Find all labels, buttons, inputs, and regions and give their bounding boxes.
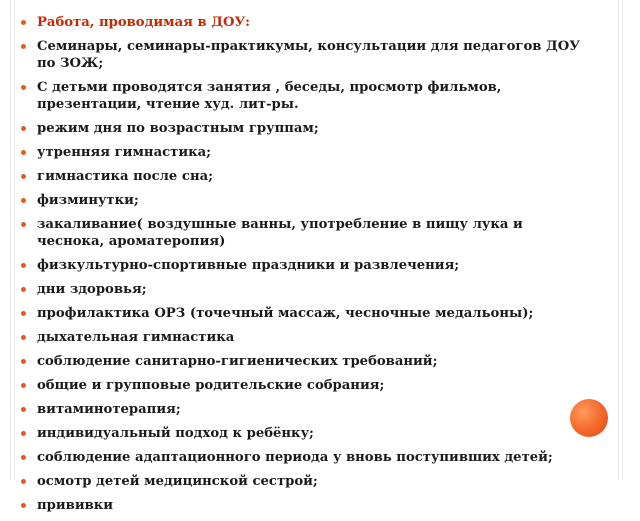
bullet-icon: [21, 126, 26, 131]
list-item: [20, 192, 580, 209]
list-item: [20, 449, 580, 466]
list-item: [20, 168, 580, 185]
list-item-text: индивидуальный подход к ребёнку;: [37, 426, 314, 441]
list-item: [20, 216, 580, 250]
list-item: [20, 353, 580, 370]
list-item-text: дни здоровья;: [37, 282, 147, 297]
list-item-text: Семинары, семинары-практикумы, консультации для педагогов ДОУ по ЗОЖ;: [37, 39, 580, 71]
list-item-text: утренняя гимнастика;: [37, 145, 212, 160]
bullet-icon: [21, 263, 26, 268]
bullet-icon: [21, 222, 26, 227]
bullet-icon: [21, 174, 26, 179]
right-border-line: [618, 0, 619, 480]
list-item-text: осмотр детей медицинской сестрой;: [37, 474, 318, 489]
list-item-heading: [20, 14, 580, 31]
list-item: [20, 144, 580, 161]
bullet-icon: [21, 311, 26, 316]
list-item: [20, 305, 580, 322]
bullet-icon: [21, 335, 26, 340]
list-item-text: дыхательная гимнастика: [37, 330, 235, 345]
list-item-text: физминутки;: [37, 193, 139, 208]
list-item: [20, 257, 580, 274]
bullet-icon: [21, 20, 26, 25]
list-item-text: закаливание( воздушные ванны, употребление в пищу лука и чеснока, ароматеропия): [37, 217, 523, 249]
bullet-icon: [21, 455, 26, 460]
list-item-text: витаминотерапия;: [37, 402, 181, 417]
heading-text: Работа, проводимая в ДОУ:: [37, 15, 251, 30]
list-item-text: соблюдение адаптационного периода у вновь поступивших детей;: [37, 450, 553, 465]
bullet-icon: [21, 85, 26, 90]
left-border-line-inner: [14, 0, 15, 480]
list-item-text: общие и групповые родительские собрания;: [37, 378, 385, 393]
bullet-icon: [21, 503, 26, 508]
bullet-icon: [21, 431, 26, 436]
left-border-line: [10, 0, 11, 480]
bullet-icon: [21, 407, 26, 412]
bullet-icon: [21, 150, 26, 155]
bullet-icon: [21, 287, 26, 292]
list-item-text: физкультурно-спортивные праздники и развлечения;: [37, 258, 460, 273]
list-item-text: прививки: [37, 498, 114, 513]
list-item-text: соблюдение санитарно-гигиенических требований;: [37, 354, 438, 369]
list-item-text: гимнастика после сна;: [37, 169, 214, 184]
bullet-list: [20, 14, 580, 521]
bullet-icon: [21, 44, 26, 49]
list-item: [20, 79, 580, 113]
list-item: [20, 473, 580, 490]
bullet-icon: [21, 359, 26, 364]
list-item: [20, 120, 580, 137]
list-item: [20, 401, 580, 418]
list-item-text: режим дня по возрастным группам;: [37, 121, 319, 136]
list-item: [20, 281, 580, 298]
bullet-icon: [21, 383, 26, 388]
list-item-text: С детьми проводятся занятия , беседы, просмотр фильмов, презентации, чтение худ. лит-ры.: [37, 80, 502, 112]
right-border-line-outer: [622, 0, 623, 480]
list-item: [20, 329, 580, 346]
bullet-icon: [21, 198, 26, 203]
list-item: [20, 497, 580, 514]
list-item: [20, 377, 580, 394]
orange-circle-icon: [570, 399, 608, 437]
list-item: [20, 38, 580, 72]
list-item: [20, 425, 580, 442]
list-item-text: профилактика ОРЗ (точечный массаж, чесночные медальоны);: [37, 306, 534, 321]
